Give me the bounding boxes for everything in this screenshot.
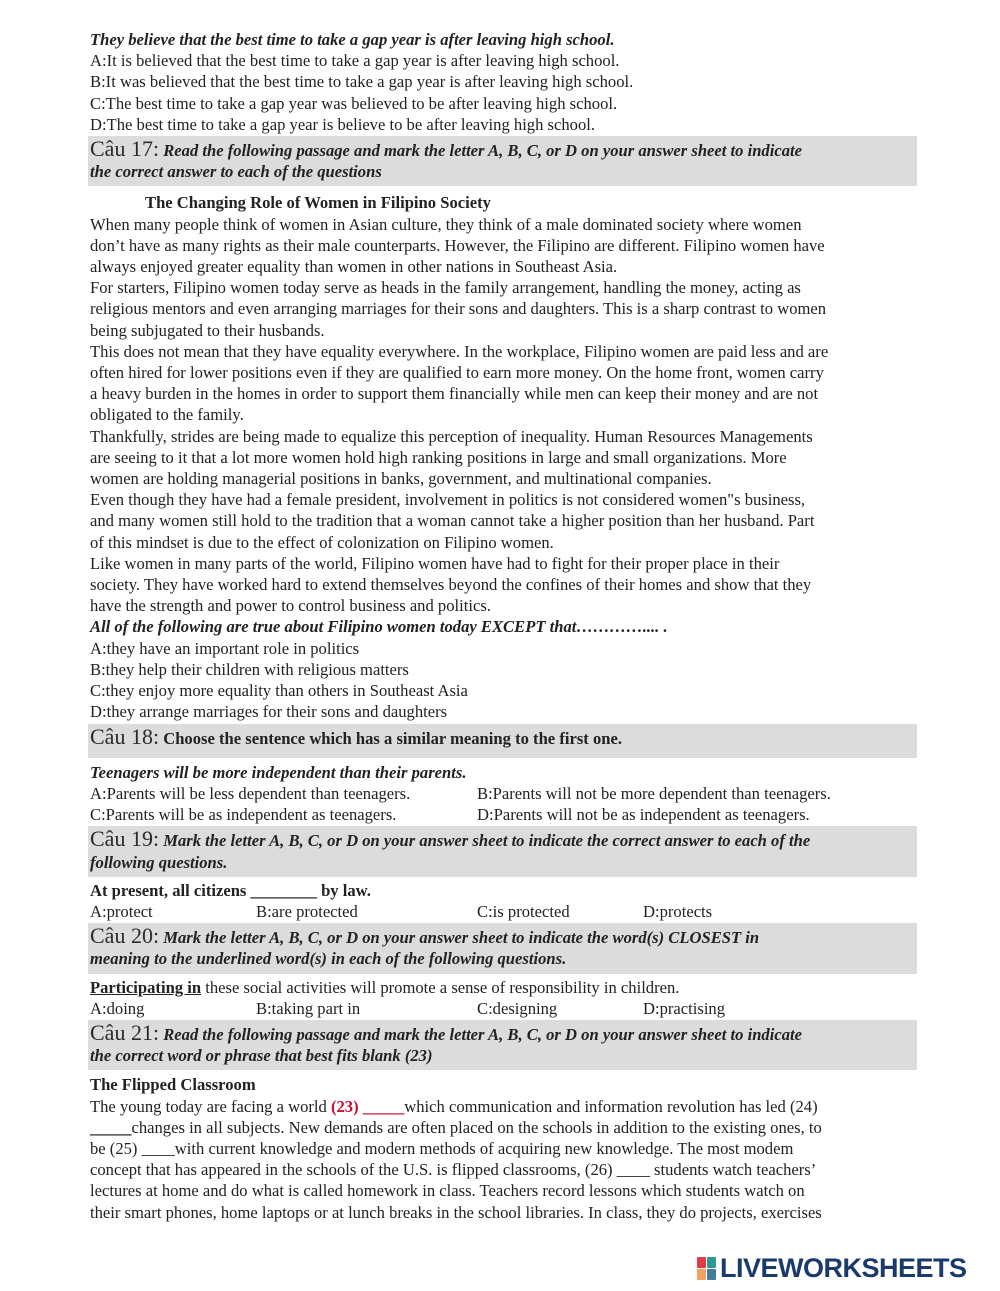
worksheet-page — [90, 29, 912, 1223]
q17-instruction-1: Read the following passage and mark the letter A, B, C, or D on your answer sheet to indicate — [163, 141, 802, 161]
q18-instruction: Choose the sentence which has a similar meaning to the first one. — [163, 728, 622, 748]
q19-stem-after: by law. — [316, 880, 371, 900]
q19-stem — [90, 880, 912, 901]
q20-instruction-1: Mark the letter A, B, C, or D on your answer sheet to indicate the word(s) CLOSEST in — [163, 928, 760, 948]
passage-line: obligated to the family. — [90, 405, 244, 425]
passage-text: The young today are facing a world — [90, 1096, 331, 1116]
q16-option-a[interactable]: A:It is believed that the best time to take a gap year is after leaving high school. — [90, 51, 620, 71]
passage-line: don’t have as many rights as their male counterparts. However, the Filipino are different. Filipino women have — [90, 235, 825, 255]
q20-number: Câu 20: — [90, 923, 160, 949]
q16-option-d[interactable]: D:The best time to take a gap year is believe to be after leaving high school. — [90, 114, 596, 134]
q17-instruction-2: the correct answer to each of the questions — [90, 162, 382, 182]
passage-text: changes in all subjects. New demands are often placed on the schools in addition to the existing ones, to — [131, 1117, 822, 1137]
q21-passage-line-2 — [90, 1117, 912, 1138]
q21-passage-title: The Flipped Classroom — [90, 1075, 256, 1095]
q18-option-b[interactable]: B:Parents will not be more dependent than teenagers. — [477, 783, 831, 803]
q20-option-c[interactable]: C:designing — [477, 998, 558, 1018]
passage-line: being subjugated to their husbands. — [90, 320, 325, 340]
liveworksheets-logo — [697, 1253, 967, 1283]
q19-stem-before: At present, all citizens — [90, 880, 251, 900]
q16-option-b[interactable]: B:It was believed that the best time to take a gap year is after leaving high school. — [90, 72, 634, 92]
passage-line: always enjoyed greater equality than women in other nations in Southeast Asia. — [90, 257, 618, 277]
passage-line: religious mentors and even arranging marriages for their sons and daughters. This is a sharp contrast to women — [90, 299, 827, 319]
q20-option-b[interactable]: B:taking part in — [256, 998, 361, 1018]
q20-options-row — [90, 998, 912, 1019]
passage-line: their smart phones, home laptops or at lunch breaks in the school libraries. In class, they do projects, exercises — [90, 1202, 822, 1222]
q17-question: All of the following are true about Filipino women today EXCEPT that………….... . — [90, 617, 668, 637]
q18-options-row-1 — [90, 783, 912, 804]
passage-line: Like women in many parts of the world, Filipino women have had to fight for their proper place in their — [90, 553, 780, 573]
blank-23[interactable]: (23) _____ — [330, 1096, 405, 1116]
q19-option-b[interactable]: B:are protected — [256, 901, 358, 921]
q20-option-d[interactable]: D:practising — [643, 998, 726, 1018]
passage-line: When many people think of women in Asian culture, they think of a male dominated society where women — [90, 214, 802, 234]
passage-text: which communication and information revolution has led (24) — [404, 1096, 818, 1116]
logo-square — [697, 1269, 706, 1280]
q17-passage — [90, 214, 912, 617]
q19-options-row — [90, 901, 912, 922]
q20-underlined-phrase: Participating in — [90, 977, 202, 997]
logo-square — [707, 1269, 716, 1280]
q19-number: Câu 19: — [90, 826, 160, 852]
q17-option-b[interactable]: B:they help their children with religious matters — [90, 659, 409, 679]
passage-line: and many women still hold to the tradition that a woman cannot take a higher position than her husband. Part — [90, 511, 815, 531]
q19-blank[interactable]: ________ — [250, 880, 317, 900]
q19-option-a[interactable]: A:protect — [90, 901, 153, 921]
q19-header — [88, 826, 917, 876]
q19-option-c[interactable]: C:is protected — [477, 901, 570, 921]
passage-line: concept that has appeared in the schools of the U.S. is flipped classrooms, (26) ____ students watch teachers’ — [90, 1160, 817, 1180]
q20-stem — [90, 977, 912, 998]
q21-number: Câu 21: — [90, 1019, 160, 1045]
passage-line: This does not mean that they have equality everywhere. In the workplace, Filipino women are paid less and are — [90, 341, 829, 361]
passage-line: often hired for lower positions even if they are qualified to earn more money. On the home front, women carry — [90, 363, 824, 383]
q17-header — [88, 136, 917, 186]
q21-instruction-2: the correct word or phrase that best fits blank (23) — [90, 1046, 433, 1066]
q21-instruction-1: Read the following passage and mark the letter A, B, C, or D on your answer sheet to indicate — [163, 1024, 802, 1044]
q20-option-a[interactable]: A:doing — [90, 998, 145, 1018]
q16-option-c[interactable]: C:The best time to take a gap year was believed to be after leaving high school. — [90, 93, 618, 113]
passage-line: For starters, Filipino women today serve as heads in the family arrangement, handling the money, acting as — [90, 278, 801, 298]
logo-mark-icon — [697, 1257, 716, 1280]
blank-24: _____ — [90, 1117, 132, 1137]
passage-line: of this mindset is due to the effect of colonization on Filipino women. — [90, 532, 554, 552]
q18-options-row-2 — [90, 804, 912, 825]
q17-number: Câu 17: — [90, 136, 160, 162]
passage-line: lectures at home and do what is called homework in class. Teachers record lessons which students watch on — [90, 1181, 805, 1201]
q21-passage-line-1 — [90, 1096, 912, 1117]
logo-square — [707, 1257, 716, 1268]
q19-option-d[interactable]: D:protects — [643, 901, 713, 921]
logo-wordmark: LIVEWORKSHEETS — [720, 1252, 967, 1283]
logo-square — [697, 1257, 706, 1268]
q19-instruction-1: Mark the letter A, B, C, or D on your answer sheet to indicate the correct answer to each of the — [163, 831, 811, 851]
passage-line: have the strength and power to control business and politics. — [90, 596, 491, 616]
q18-header — [88, 724, 917, 758]
q18-option-c[interactable]: C:Parents will be as independent as teenagers. — [90, 805, 397, 825]
q17-option-c[interactable]: C:they enjoy more equality than others in Southeast Asia — [90, 681, 468, 701]
q21-header — [88, 1020, 917, 1070]
q17-option-d[interactable]: D:they arrange marriages for their sons and daughters — [90, 702, 448, 722]
q18-option-d[interactable]: D:Parents will not be as independent as teenagers. — [477, 805, 810, 825]
q18-stem: Teenagers will be more independent than their parents. — [90, 762, 467, 782]
q16-stem: They believe that the best time to take a gap year is after leaving high school. — [90, 30, 615, 49]
passage-line: Thankfully, strides are being made to equalize this perception of inequality. Human Resources Managements — [90, 426, 813, 446]
passage-line: women are holding managerial positions in banks, government, and multinational companies. — [90, 469, 712, 489]
passage-line: are seeing to it that a lot more women hold high ranking positions in large and small organizations. More — [90, 447, 787, 467]
passage-line: society. They have worked hard to extend themselves beyond the confines of their homes and show that they — [90, 575, 812, 595]
q18-number: Câu 18: — [90, 723, 160, 749]
q20-stem-rest: these social activities will promote a sense of responsibility in children. — [201, 977, 680, 997]
passage-line: a heavy burden in the homes in order to support them financially while men can keep their money and are not — [90, 384, 819, 404]
q20-instruction-2: meaning to the underlined word(s) in each of the following questions. — [90, 949, 567, 969]
q17-option-a[interactable]: A:they have an important role in politics — [90, 638, 360, 658]
q20-header — [88, 923, 917, 973]
passage-line: Even though they have had a female president, involvement in politics is not considered women"s business, — [90, 490, 806, 510]
passage-line: be (25) ____with current knowledge and modern methods of acquiring new knowledge. The most modem — [90, 1138, 794, 1158]
q19-instruction-2: following questions. — [90, 852, 228, 872]
q17-passage-title: The Changing Role of Women in Filipino Society — [145, 193, 491, 213]
q18-option-a[interactable]: A:Parents will be less dependent than teenagers. — [90, 783, 411, 803]
